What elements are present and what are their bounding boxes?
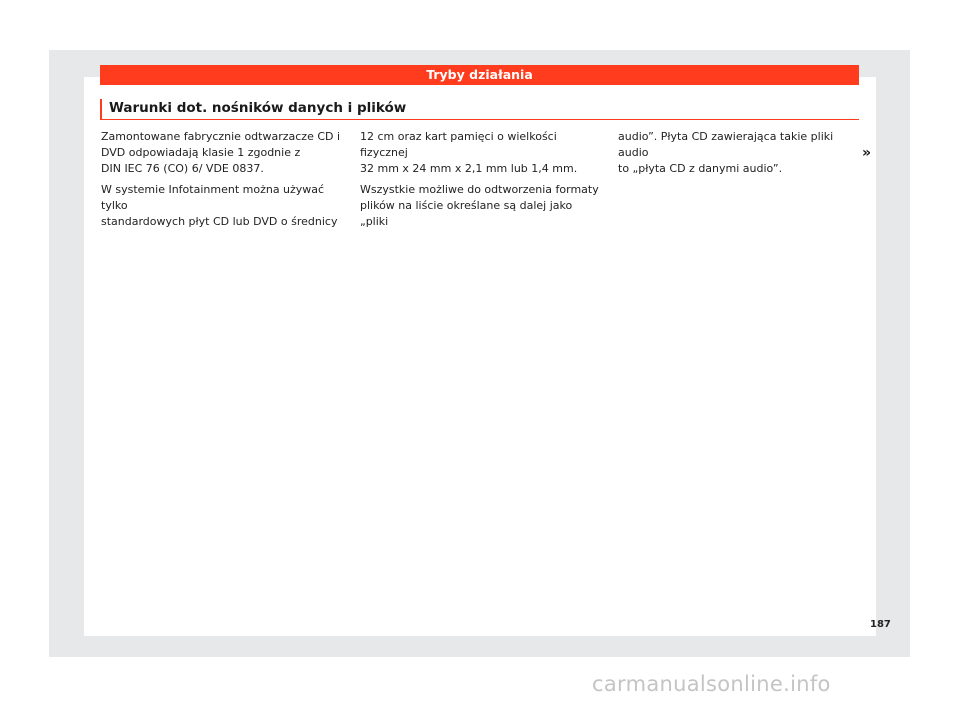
text-column-2 (360, 129, 600, 235)
section-heading: Warunki dot. nośników danych i plików (100, 99, 859, 120)
text-column-1 (101, 129, 351, 235)
paragraph: W systemie Infotainment można używać tylko standardowych płyt CD lub DVD o średnicy (101, 183, 338, 228)
paragraph: audio”. Płyta CD zawierająca takie pliki audio to „płyta CD z danymi audio”. (618, 130, 834, 175)
watermark: carmanualsonline.info (592, 672, 831, 696)
paragraph: Zamontowane fabrycznie odtwarzacze CD i DVD odpowiadają klasie 1 zgodnie z DIN IEC 76 (CO) 6/ VDE 0837. (101, 130, 341, 175)
paragraph: 12 cm oraz kart pamięci o wielkości fizycznej 32 mm x 24 mm x 2,1 mm lub 1,4 mm. (360, 130, 578, 175)
page-number: 187 (870, 619, 891, 630)
paragraph: Wszystkie możliwe do odtworzenia formaty plików na liście określane są dalej jako „pliki (360, 183, 599, 228)
section-title-bar: Tryby działania (100, 65, 859, 85)
continue-arrow-icon: » (862, 145, 872, 161)
text-column-3 (618, 129, 863, 182)
